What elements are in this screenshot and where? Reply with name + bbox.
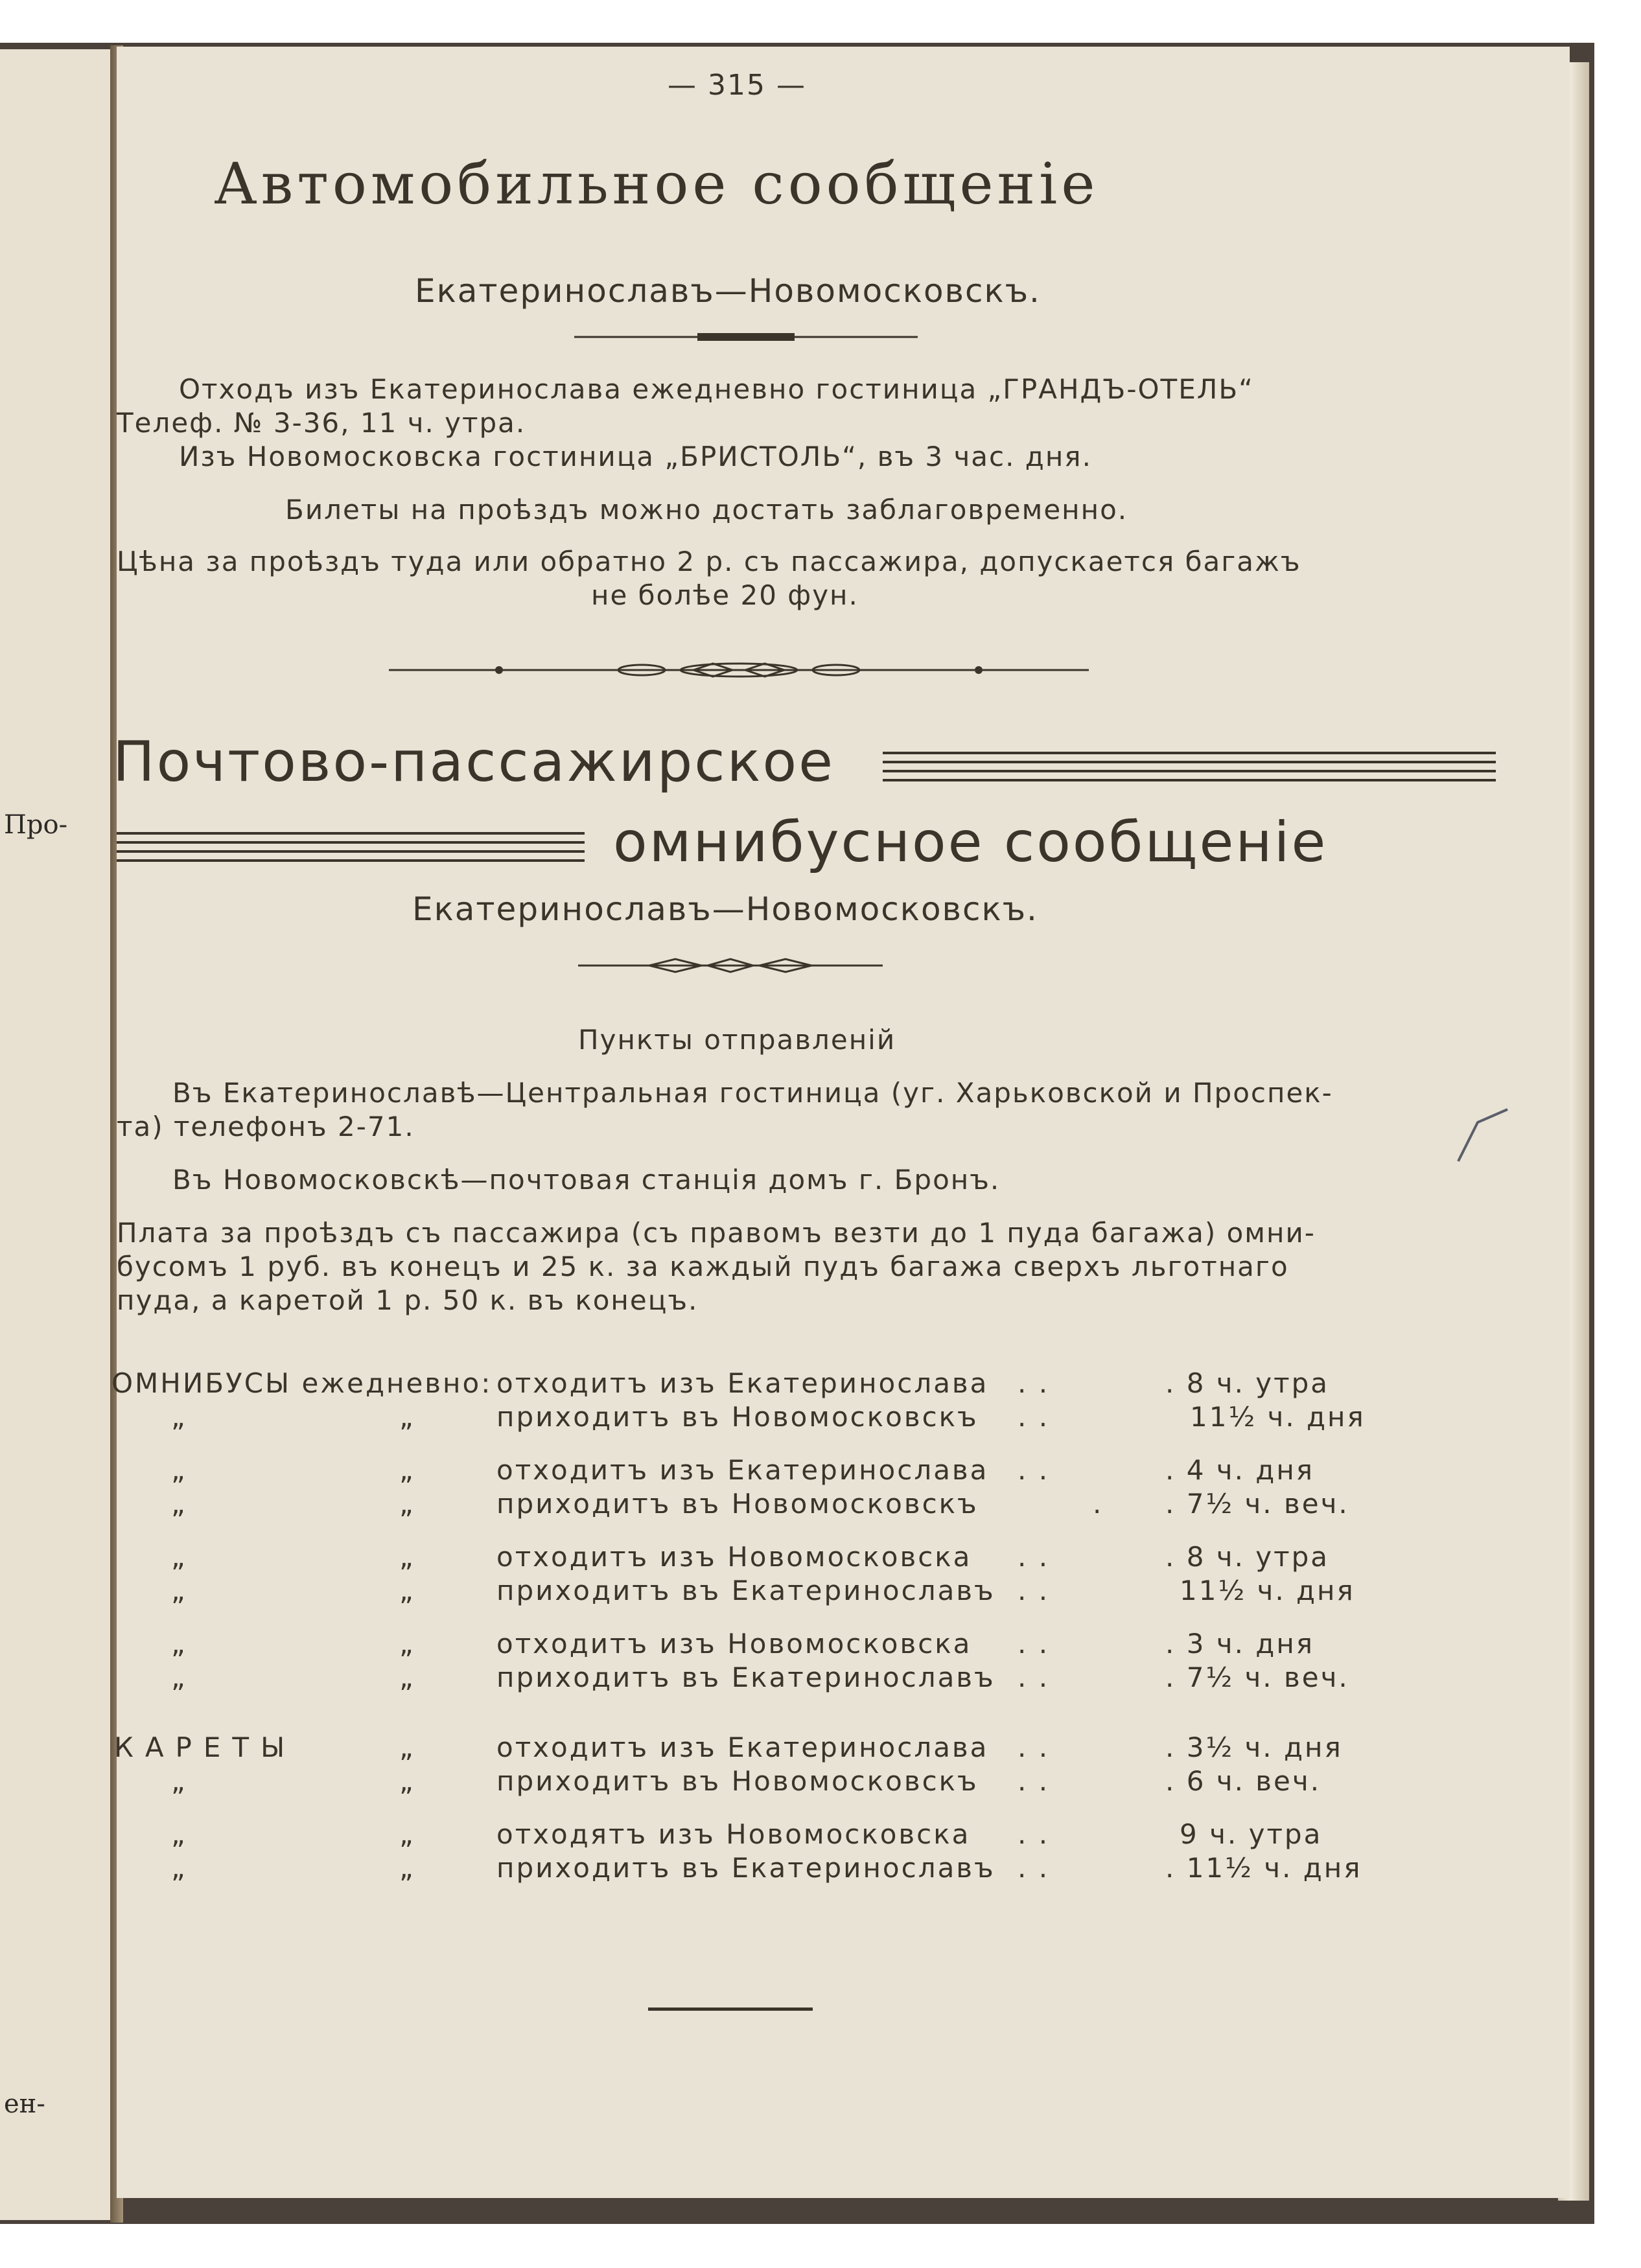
schedule-time: . 7½ ч. веч. — [1165, 1488, 1349, 1520]
schedule-dots: . . — [1018, 1765, 1050, 1797]
schedule-time: . 4 ч. дня — [1165, 1454, 1315, 1486]
schedule-dots: . — [1093, 1488, 1104, 1520]
auto-phone-line: Телеф. № 3-36, 11 ч. утра. — [117, 407, 526, 439]
schedule-type: „ — [171, 1852, 187, 1884]
schedule-type: „ — [171, 1661, 187, 1693]
schedule-type: „ — [171, 1488, 187, 1520]
schedule-ditto: „ — [399, 1765, 415, 1797]
schedule-ditto: „ — [399, 1541, 415, 1573]
decorative-divider — [389, 658, 1089, 682]
previous-page-edge — [0, 49, 117, 2220]
mail-info-line: пуда, а каретой 1 р. 50 к. въ конецъ. — [117, 1284, 699, 1316]
section-title-mail-2: омнибусное сообщеніе — [613, 810, 1328, 875]
section-title-automobile: Автомобильное сообщеніе — [214, 150, 1099, 217]
subheading: Пункты отправленій — [578, 1024, 896, 1056]
schedule-action: отходитъ изъ Екатеринослава — [496, 1367, 989, 1399]
schedule-ditto: „ — [399, 1454, 415, 1486]
schedule-time: 9 ч. утра — [1180, 1818, 1323, 1850]
schedule-type: „ — [171, 1765, 187, 1797]
mail-info-line: Плата за проѣздъ съ пассажира (съ правомъ везти до 1 пуда багажа) омни- — [117, 1217, 1316, 1249]
divider-ornament — [574, 329, 918, 345]
schedule-type: „ — [171, 1818, 187, 1850]
margin-fragment: ен- — [4, 2089, 45, 2119]
schedule-time: . 3½ ч. дня — [1165, 1731, 1343, 1763]
schedule-time: . 3 ч. дня — [1165, 1628, 1315, 1660]
schedule-type: „ — [171, 1575, 187, 1606]
schedule-time: . 7½ ч. веч. — [1165, 1661, 1349, 1693]
small-ornament — [578, 956, 883, 975]
schedule-action: отходитъ изъ Екатеринослава — [496, 1454, 989, 1486]
mail-info-line: Въ Новомосковскѣ—почтовая станція домъ г. Бронъ. — [172, 1164, 1001, 1196]
schedule-action: отходитъ изъ Новомосковска — [496, 1628, 972, 1660]
schedule-dots: . . — [1018, 1818, 1050, 1850]
schedule-ditto: „ — [399, 1575, 415, 1606]
schedule-ditto: „ — [399, 1852, 415, 1884]
title-rule-right — [883, 749, 1496, 785]
schedule-dots: . . — [1018, 1575, 1050, 1606]
schedule-type: КАРЕТЫ — [114, 1731, 297, 1763]
schedule-ditto: „ — [399, 1488, 415, 1520]
auto-departure-line: Отходъ изъ Екатеринослава ежедневно гостиница „ГРАНДЪ-ОТЕЛЬ“ — [179, 373, 1254, 405]
schedule-action: приходитъ въ Екатеринославъ — [496, 1852, 995, 1884]
schedule-action: приходитъ въ Новомосковскъ — [496, 1401, 979, 1433]
auto-tickets-line: Билеты на проѣздъ можно достать заблаговременно. — [285, 494, 1128, 526]
pencil-mark — [1452, 1107, 1510, 1165]
route-heading: Екатеринославъ—Новомосковскъ. — [412, 890, 1038, 928]
page-number: — 315 — — [668, 69, 806, 102]
route-heading: Екатеринославъ—Новомосковскъ. — [415, 272, 1041, 310]
schedule-time: 11½ ч. дня — [1180, 1575, 1355, 1606]
schedule-action: приходитъ въ Екатеринославъ — [496, 1661, 995, 1693]
schedule-ditto: „ — [399, 1818, 415, 1850]
schedule-dots: . . — [1018, 1852, 1050, 1884]
auto-price-line: Цѣна за проѣздъ туда или обратно 2 р. съ пассажира, допускается багажъ — [117, 546, 1301, 577]
schedule-dots: . . — [1018, 1661, 1050, 1693]
schedule-type: „ — [171, 1628, 187, 1660]
schedule-ditto: „ — [399, 1661, 415, 1693]
schedule-time: . 11½ ч. дня — [1165, 1852, 1362, 1884]
auto-price-line-cont: не болѣе 20 фун. — [591, 579, 859, 611]
mail-info-line: бусомъ 1 руб. въ конецъ и 25 к. за каждый пудъ багажа сверхъ льготнаго — [117, 1251, 1289, 1282]
schedule-time: . 6 ч. веч. — [1165, 1765, 1321, 1797]
schedule-action: отходитъ изъ Новомосковска — [496, 1541, 972, 1573]
section-title-mail: Почтово-пассажирское — [113, 730, 835, 794]
book-page — [111, 47, 1570, 2198]
margin-fragment: Про- — [4, 810, 68, 840]
schedule-type: „ — [171, 1401, 187, 1433]
schedule-dots: . . — [1018, 1454, 1050, 1486]
schedule-type: „ — [171, 1454, 187, 1486]
schedule-time: . 8 ч. утра — [1165, 1367, 1330, 1399]
schedule-action: приходитъ въ Екатеринославъ — [496, 1575, 995, 1606]
schedule-type: ОМНИБУСЫ ежедневно: — [111, 1367, 493, 1399]
schedule-action: приходитъ въ Новомосковскъ — [496, 1488, 979, 1520]
schedule-dots: . . — [1018, 1401, 1050, 1433]
schedule-ditto: „ — [399, 1401, 415, 1433]
schedule-type: „ — [171, 1541, 187, 1573]
schedule-dots: . . — [1018, 1731, 1050, 1763]
end-rule — [648, 2008, 813, 2011]
schedule-time: . 8 ч. утра — [1165, 1541, 1330, 1573]
schedule-action: приходитъ въ Новомосковскъ — [496, 1765, 979, 1797]
schedule-action: отходятъ изъ Новомосковска — [496, 1818, 971, 1850]
schedule-dots: . . — [1018, 1628, 1050, 1660]
schedule-action: отходитъ изъ Екатеринослава — [496, 1731, 989, 1763]
schedule-ditto: „ — [399, 1731, 415, 1763]
schedule-dots: . . — [1018, 1541, 1050, 1573]
schedule-time: 11½ ч. дня — [1190, 1401, 1366, 1433]
auto-return-line: Изъ Новомосковска гостиница „БРИСТОЛЬ“, въ 3 час. дня. — [179, 441, 1092, 472]
schedule-ditto: „ — [399, 1628, 415, 1660]
schedule-dots: . . — [1018, 1367, 1050, 1399]
mail-info-line: та) телефонъ 2-71. — [117, 1111, 415, 1142]
title-rule-left — [117, 829, 585, 866]
mail-info-line: Въ Екатеринославѣ—Центральная гостиница (уг. Харьковской и Проспек- — [172, 1077, 1333, 1109]
